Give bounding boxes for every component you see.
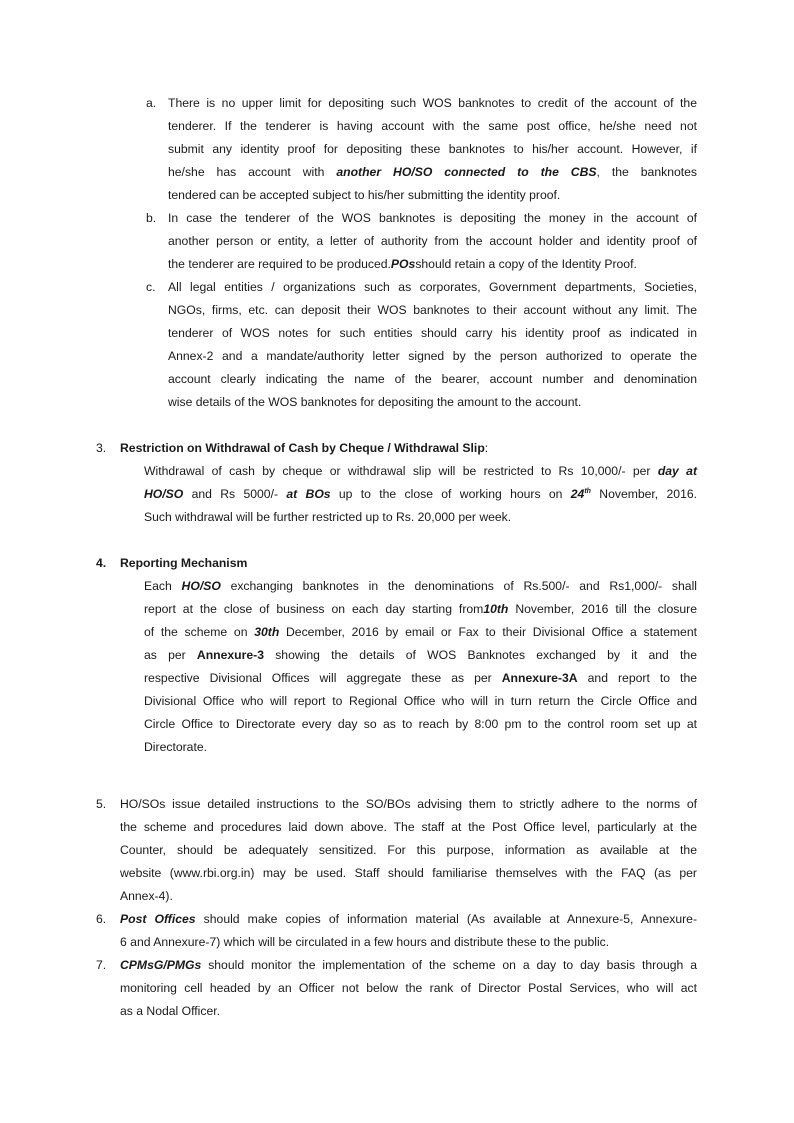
text-line: monitoring cell headed by an Officer not below the rank of Director Postal Services, who will act — [120, 981, 697, 995]
text-line: There is no upper limit for depositing such WOS banknotes to credit of the account of the — [168, 96, 697, 110]
text-line: NGOs, firms, etc. can deposit their WOS banknotes to their account without any limit. The — [168, 303, 697, 317]
emphasis-text: 30th — [254, 625, 280, 639]
emphasis-text: another HO/SO connected to the CBS — [336, 165, 597, 179]
text-run: , the banknotes — [596, 165, 698, 179]
emphasis-text: Post Offices — [120, 912, 196, 926]
section-number: 4. — [96, 556, 107, 570]
text-run: December, 2016 by email or Fax to their Divisional Office a statement — [286, 625, 698, 639]
text-line: In case the tenderer of the WOS banknotes is depositing the money in the account of — [168, 211, 697, 225]
text-line — [120, 958, 697, 973]
text-run: exchanging banknotes in the denominations of Rs.500/- and Rs1,000/- shall — [230, 579, 697, 593]
text-line: the scheme and procedures laid down above. The staff at the Post Office level, particularly at the — [120, 820, 697, 834]
text-line: wise details of the WOS banknotes for depositing the amount to the account. — [168, 395, 582, 409]
text-line — [144, 579, 697, 594]
text-run: Each — [144, 579, 172, 593]
emphasis-date — [571, 487, 591, 501]
emphasis-text: HO/SO — [144, 487, 184, 501]
text-line: All legal entities / organizations such as corporates, Government departments, Societies, — [168, 280, 697, 294]
section-number: 5. — [96, 797, 107, 811]
list-marker: c. — [146, 280, 156, 294]
date-day: 24 — [570, 487, 585, 501]
text-run: November, 2016. — [599, 487, 698, 501]
section-number: 6. — [96, 912, 107, 926]
text-run: November, 2016 till the closure — [515, 602, 697, 616]
heading-suffix: : — [484, 441, 489, 455]
text-line — [144, 602, 697, 617]
text-line: tenderer. If the tenderer is having account with the same post office, he/she need not — [168, 119, 697, 133]
text-run: he/she has account with — [168, 165, 325, 179]
text-run: showing the details of WOS Banknotes exchanged by it and the — [275, 648, 697, 662]
section-heading — [120, 441, 488, 456]
text-run: and Rs 5000/- — [191, 487, 279, 501]
text-run: respective Divisional Offices will aggregate these as per — [144, 671, 492, 685]
text-line — [168, 257, 637, 272]
text-run: should retain a copy of the Identity Proof. — [415, 257, 637, 271]
text-run: up to the close of working hours on — [338, 487, 563, 501]
text-line: submit any identity proof for depositing these banknotes to his/her account. However, if — [168, 142, 697, 156]
text-run: of the scheme on — [144, 625, 248, 639]
text-run: should make copies of information material (As available at Annexure-5, Annexure- — [203, 912, 697, 926]
text-line: Divisional Office who will report to Regional Office who will in turn return the Circle Office and — [144, 694, 697, 708]
text-line: website (www.rbi.org.in) may be used. Staff should familiarise themselves with the FAQ (as per — [120, 866, 697, 880]
text-line: Directorate. — [144, 740, 207, 754]
annexure-ref: Annexure-3A — [501, 671, 578, 685]
text-line: account clearly indicating the name of the bearer, account number and denomination — [168, 372, 697, 386]
emphasis-text: HO/SO — [181, 579, 221, 593]
list-marker: b. — [146, 211, 157, 225]
emphasis-text: CPMsG/PMGs — [120, 958, 202, 972]
text-line: 6 and Annexure-7) which will be circulated in a few hours and distribute these to the public. — [120, 935, 610, 949]
emphasis-text: 10th — [483, 602, 509, 616]
text-run: as per — [144, 648, 186, 662]
text-line: Such withdrawal will be further restricted up to Rs. 20,000 per week. — [144, 510, 512, 524]
text-line — [144, 464, 697, 479]
emphasis-text: POs — [390, 257, 416, 271]
text-run: and report to the — [587, 671, 697, 685]
text-run: should monitor the implementation of the scheme on a day to day basis through a — [208, 958, 697, 972]
text-run: Withdrawal of cash by cheque or withdrawal slip will be restricted to Rs 10,000/- per — [144, 464, 651, 478]
annexure-ref: Annexure-3 — [196, 648, 264, 662]
section-number: 7. — [96, 958, 107, 972]
text-line — [144, 648, 697, 663]
text-line: Annex-4). — [120, 889, 173, 903]
text-line: Counter, should be adequately sensitized. For this purpose, information as available at the — [120, 843, 697, 857]
emphasis-text: at BOs — [286, 487, 331, 501]
text-line: tendered can be accepted subject to his/her submitting the identity proof. — [168, 188, 561, 202]
text-line: tenderer of WOS notes for such entities should carry his identity proof as indicated in — [168, 326, 697, 340]
ordinal-suffix: th — [584, 488, 591, 495]
section-heading: Reporting Mechanism — [120, 556, 248, 570]
text-line: HO/SOs issue detailed instructions to the SO/BOs advising them to strictly adhere to the norms of — [120, 797, 697, 811]
text-line — [144, 487, 697, 502]
text-line — [120, 912, 697, 927]
text-line — [144, 625, 697, 640]
text-run: report at the close of business on each day starting from — [144, 602, 484, 616]
text-line — [144, 671, 697, 686]
emphasis-text: day at — [657, 464, 698, 478]
list-marker: a. — [146, 96, 157, 110]
heading-text: Restriction on Withdrawal of Cash by Cheque / Withdrawal Slip — [120, 441, 485, 455]
text-line: Circle Office to Directorate every day so as to reach by 8:00 pm to the control room set up at — [144, 717, 697, 731]
text-line: another person or entity, a letter of authority from the account holder and identity proof of — [168, 234, 697, 248]
text-line: as a Nodal Officer. — [120, 1004, 221, 1018]
text-line — [168, 165, 697, 180]
text-run: the tenderer are required to be produced. — [168, 257, 391, 271]
text-line: Annex-2 and a mandate/authority letter signed by the person authorized to operate the — [168, 349, 697, 363]
section-number: 3. — [96, 441, 107, 455]
